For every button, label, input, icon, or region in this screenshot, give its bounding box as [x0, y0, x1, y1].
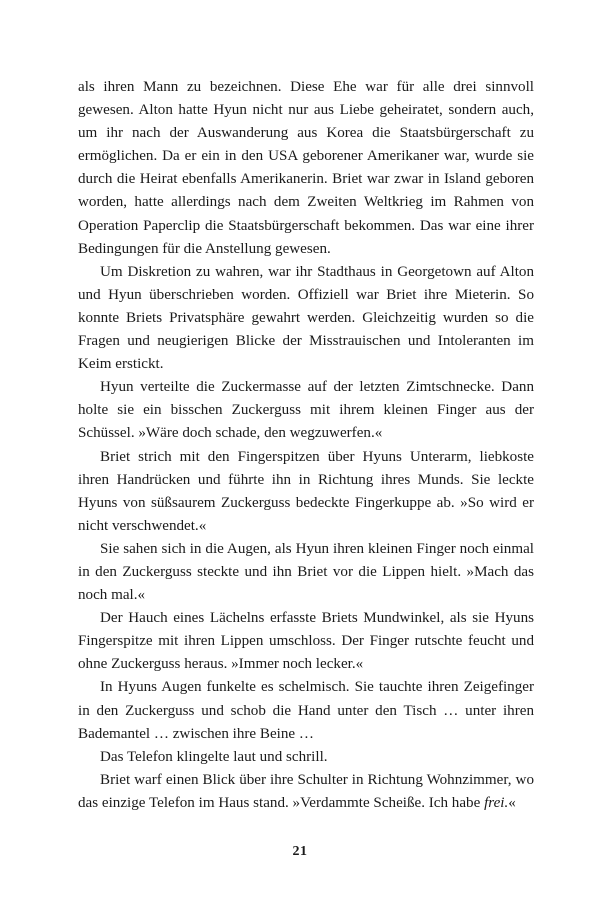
- paragraph-last: [78, 769, 534, 815]
- paragraph-last-text: Briet warf einen Blick über ihre Schulter in Richtung Wohnzimmer, wo das einzige Telefon im Haus stand. »Verdammte Scheiße. Ich habe: [78, 771, 534, 811]
- paragraph: Das Telefon klingelte laut und schrill.: [100, 748, 328, 765]
- paragraph: als ihren Mann zu bezeichnen. Diese Ehe war für alle drei sinnvoll gewesen. Alton hatte Hyun nicht nur aus Liebe geheiratet, sondern auch, um ihr nach der Auswanderung aus Korea die Staatsbürgerschaft zu ermöglichen. Da er ein in den USA geborener Amerikaner war, wurde sie durch die Heirat ebenfalls Amerikanerin. Briet war zwar in Island geboren worden, hatte allerdings nach dem Zweiten Weltkrieg im Rahmen von Operation Paperclip die Staatsbürgerschaft bekommen. Das war eine ihrer Bedingungen für die Anstellung gewesen.: [78, 79, 534, 257]
- paragraph: In Hyuns Augen funkelte es schelmisch. Sie tauchte ihren Zeigefinger in den Zuckerguss und schob die Hand unter den Tisch … unter ihren Bademantel … zwischen ihre Beine …: [78, 679, 534, 742]
- paragraph: Sie sahen sich in die Augen, als Hyun ihren kleinen Finger noch einmal in den Zuckerguss steckte und ihn Briet vor die Lippen hielt. »Mach das noch mal.«: [78, 540, 534, 604]
- closing-quote: «: [508, 794, 516, 811]
- paragraph: Hyun verteilte die Zuckermasse auf der letzten Zimtschnecke. Dann holte sie ein bisschen Zuckerguss mit ihrem kleinen Finger aus der Schüssel. »Wäre doch schade, den wegzuwerfen.«: [78, 379, 534, 442]
- paragraph: Briet strich mit den Fingerspitzen über Hyuns Unterarm, liebkoste ihren Handrücken und führte ihn in Richtung ihres Munds. Sie leckte Hyuns von süßsaurem Zuckerguss bedeckte Fingerkuppe ab. »So wird er nicht verschwendet.«: [78, 448, 534, 534]
- page-body: [78, 76, 534, 815]
- page-number: 21: [292, 844, 308, 859]
- emphasized-word: frei.: [484, 794, 509, 811]
- paragraph: Der Hauch eines Lächelns erfasste Briets Mundwinkel, als sie Hyuns Fingerspitze mit ihren Lippen umschloss. Der Finger rutschte feucht und ohne Zuckerguss heraus. »Immer noch lecker.«: [78, 610, 534, 673]
- paragraph: Um Diskretion zu wahren, war ihr Stadthaus in Georgetown auf Alton und Hyun überschrieben worden. Offiziell war Briet ihre Mieterin. So konnte Briets Privatsphäre gewahrt werden. Gleichzeitig wurden so die Fragen und neugierigen Blicke der Misstrauischen und Intoleranten im Keim erstickt.: [78, 263, 534, 373]
